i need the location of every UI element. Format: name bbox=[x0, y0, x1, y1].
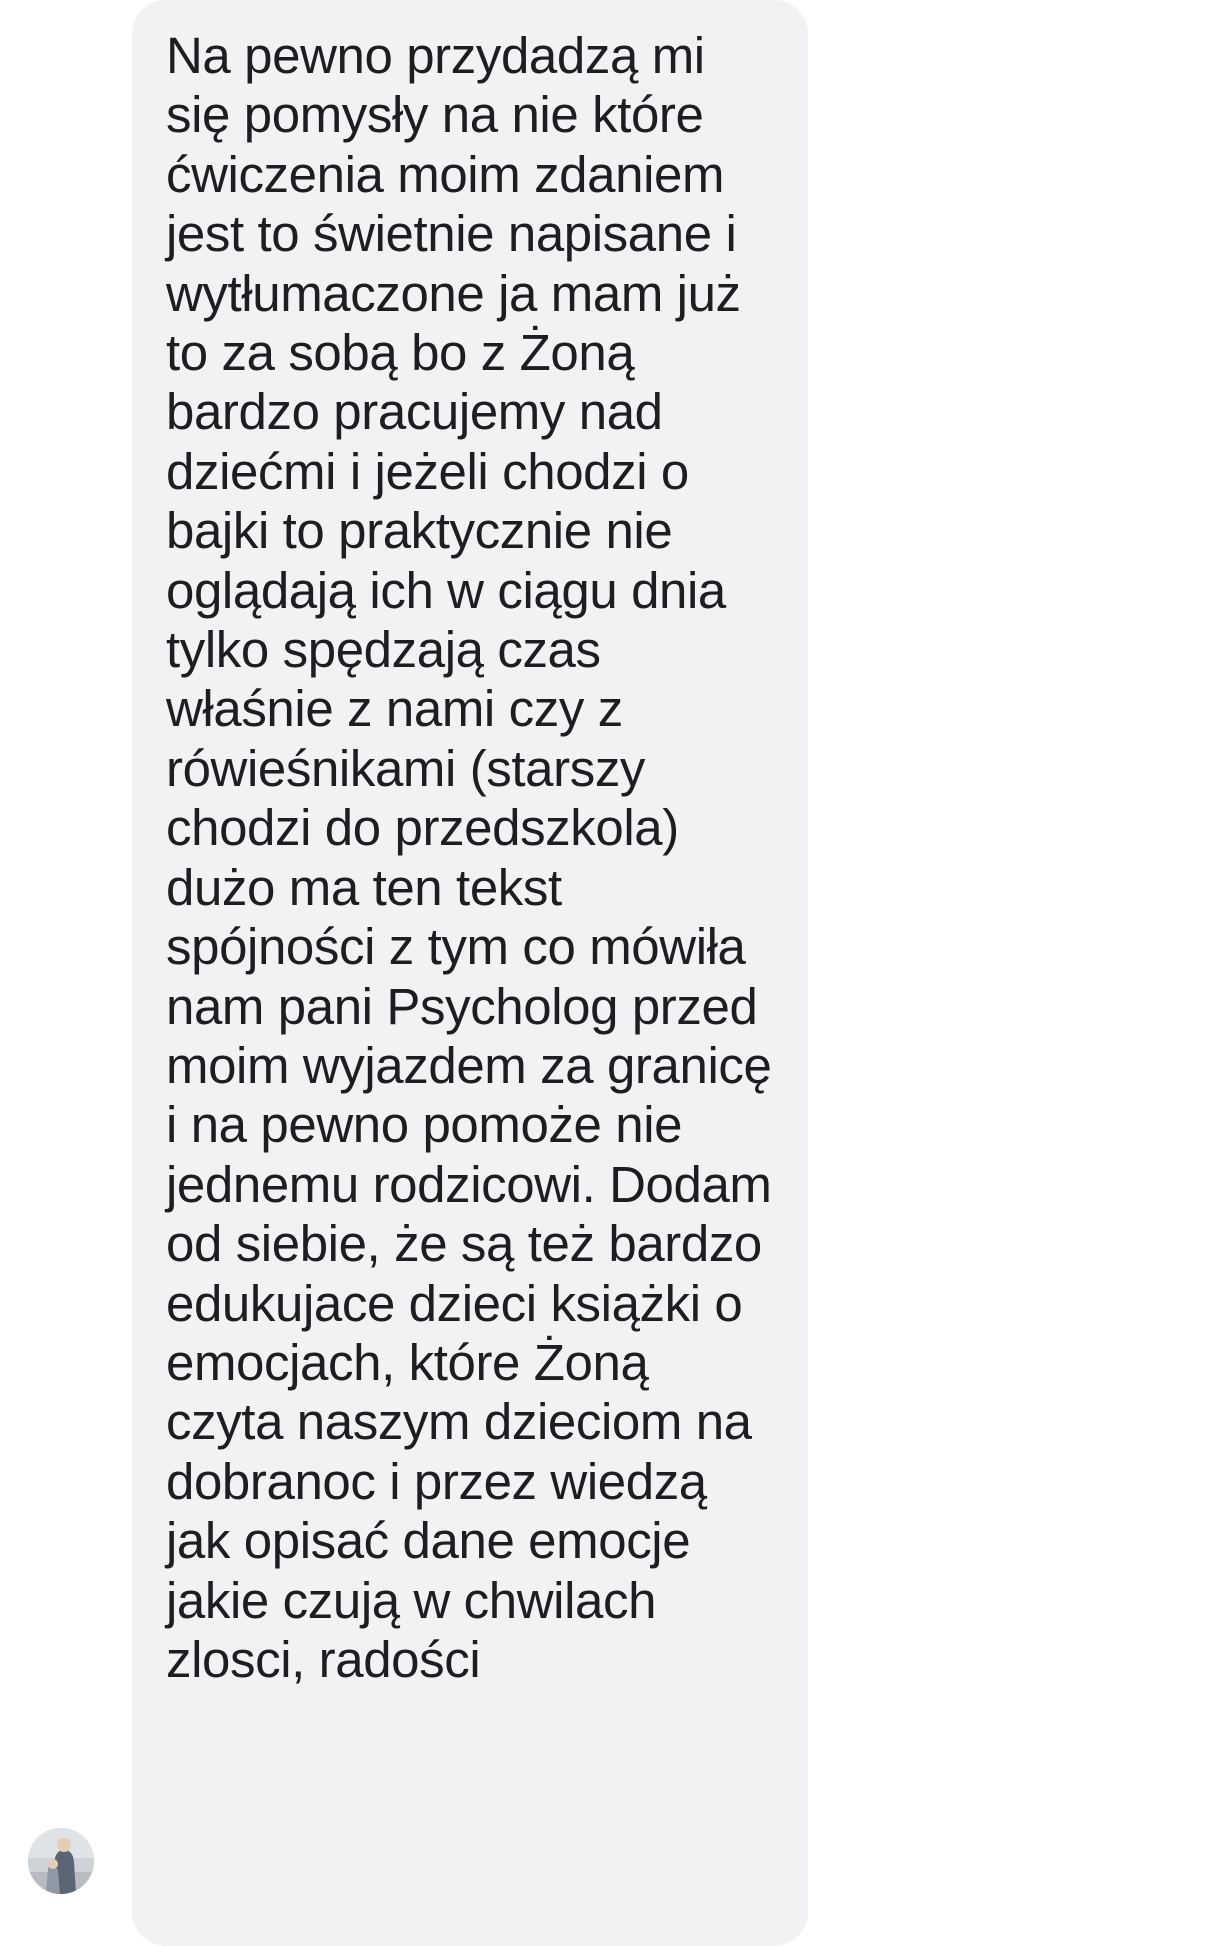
avatar-column bbox=[0, 0, 132, 1946]
avatar[interactable] bbox=[28, 1828, 94, 1894]
message-bubble[interactable] bbox=[132, 0, 808, 1946]
message-text: Na pewno przydadzą mi się pomysły na nie które ćwiczenia moim zdaniem jest to świetnie napisane i wytłumaczone ja mam już to za sobą bo z Żoną bardzo pracujemy nad dziećmi i jeżeli chodzi o bajki to praktycznie nie oglądają ich w ciągu dnia tylko spędzają czas właśnie z nami czy z rówieśnikami (starszy chodzi do przedszkola) dużo ma ten tekst spójności z tym co mówiła nam pani Psycholog przed moim wyjazdem za granicę i na pewno pomoże nie jednemu rodzicowi. Dodam od siebie, że są też bardzo edukujace dzieci książki o emocjach, które Żoną czyta naszym dzieciom na dobranoc i przez wiedzą jak opisać dane emocje jakie czują w chwilach zlosci, radości bbox=[166, 27, 786, 1688]
